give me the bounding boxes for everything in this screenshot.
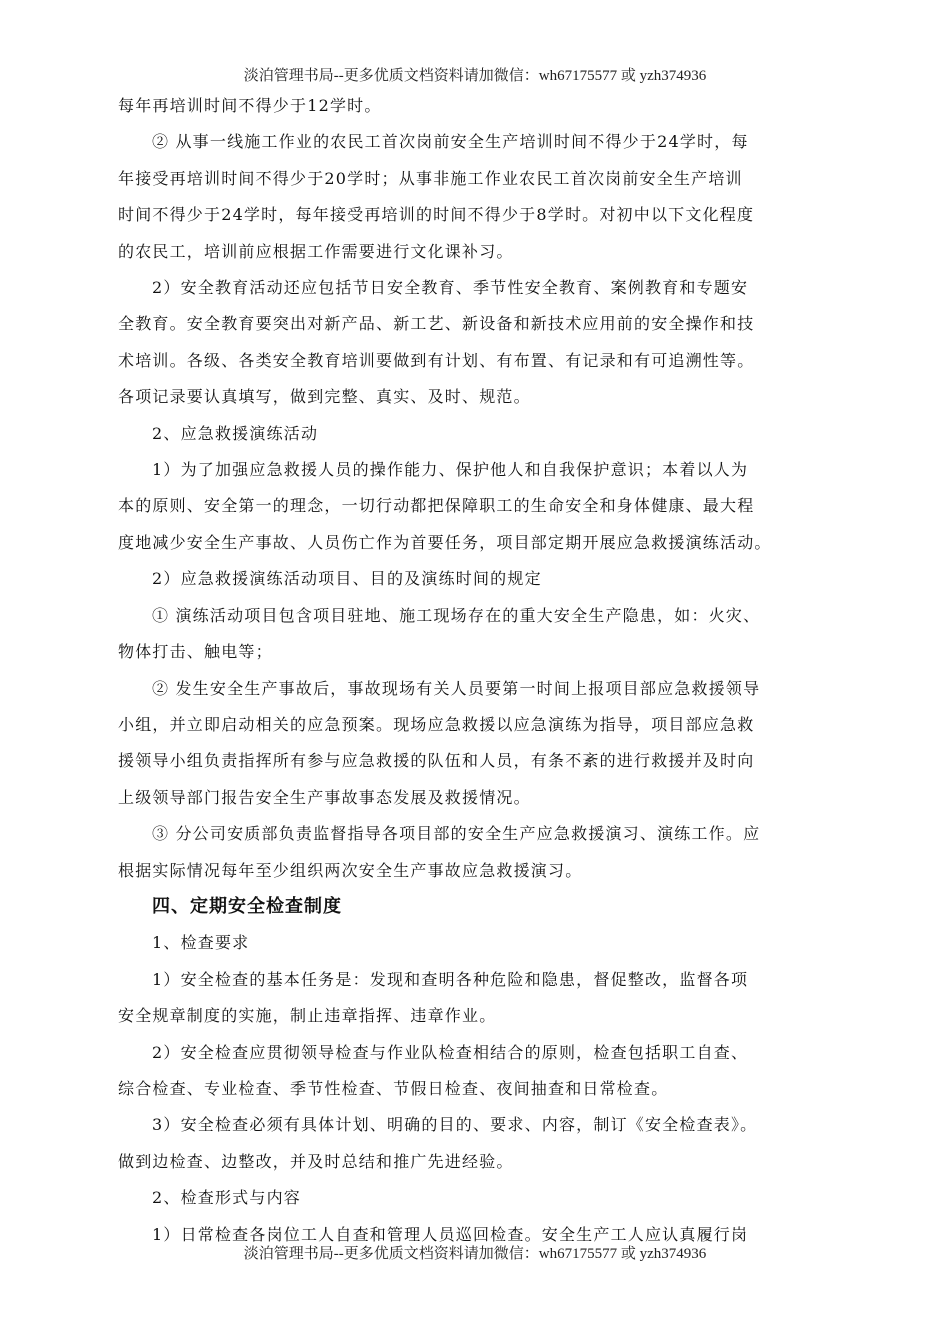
page-footer: 淡泊管理书局--更多优质文档资料请加微信：wh67175577 或 yzh374936 xyxy=(243,1246,707,1262)
text-line: 上级领导部门报告安全生产事故事态发展及救援情况。 xyxy=(118,787,531,807)
text-line: ① 演练活动项目包含项目驻地、施工现场存在的重大安全生产隐患，如：火灾、 xyxy=(152,605,761,625)
text-line: 安全规章制度的实施，制止违章指挥、违章作业。 xyxy=(118,1006,497,1026)
text-line: 每年再培训时间不得少于12学时。 xyxy=(118,96,382,115)
text-line: 1）安全检查的基本任务是：发现和查明各种危险和隐患，督促整改，监督各项 xyxy=(152,969,749,989)
text-line: 物体打击、触电等； xyxy=(118,642,273,662)
text-line: 小组，并立即启动相关的应急预案。现场应急救援以应急演练为指导，项目部应急救 xyxy=(118,714,755,734)
text-line: ③ 分公司安质部负责监督指导各项目部的安全生产应急救援演习、演练工作。应 xyxy=(152,824,761,844)
text-line: 本的原则、安全第一的理念，一切行动都把保障职工的生命安全和身体健康、最大程 xyxy=(118,496,755,516)
text-line: 时间不得少于24学时，每年接受再培训的时间不得少于8学时。对初中以下文化程度 xyxy=(118,205,755,225)
page-header: 淡泊管理书局--更多优质文档资料请加微信：wh67175577 或 yzh374936 xyxy=(243,68,707,84)
text-line: 根据实际情况每年至少组织两次安全生产事故应急救援演习。 xyxy=(118,860,583,880)
text-line: 各项记录要认真填写，做到完整、真实、及时、规范。 xyxy=(118,387,531,407)
text-line: 综合检查、专业检查、季节性检查、节假日检查、夜间抽查和日常检查。 xyxy=(118,1078,669,1098)
text-line: 1）为了加强应急救援人员的操作能力、保护他人和自我保护意识；本着以人为 xyxy=(152,460,749,480)
text-line: 的农民工，培训前应根据工作需要进行文化课补习。 xyxy=(118,241,514,261)
text-line: ② 发生安全生产事故后，事故现场有关人员要第一时间上报项目部应急救援领导 xyxy=(152,678,761,698)
text-line: 做到边检查、边整改，并及时总结和推广先进经验。 xyxy=(118,1151,514,1171)
text-line: 2）安全教育活动还应包括节日安全教育、季节性安全教育、案例教育和专题安 xyxy=(152,278,749,298)
section-heading: 四、定期安全检查制度 xyxy=(152,895,342,917)
text-line: 援领导小组负责指挥所有参与应急救援的队伍和人员，有条不紊的进行救援并及时向 xyxy=(118,751,755,771)
text-line: 3）安全检查必须有具体计划、明确的目的、要求、内容，制订《安全检查表》。 xyxy=(152,1115,758,1135)
text-line: 2）应急救援演练活动项目、目的及演练时间的规定 xyxy=(152,569,542,589)
text-line: 度地减少安全生产事故、人员伤亡作为首要任务，项目部定期开展应急救援演练活动。 xyxy=(118,532,772,552)
document-body xyxy=(118,88,833,1253)
text-line: ② 从事一线施工作业的农民工首次岗前安全生产培训时间不得少于24学时，每 xyxy=(152,132,749,152)
text-line: 2、检查形式与内容 xyxy=(152,1188,301,1208)
text-line: 2、应急救援演练活动 xyxy=(152,423,319,443)
text-line: 全教育。安全教育要突出对新产品、新工艺、新设备和新技术应用前的安全操作和技 xyxy=(118,314,755,334)
text-line: 1、检查要求 xyxy=(152,933,250,953)
text-line: 术培训。各级、各类安全教育培训要做到有计划、有布置、有记录和有可追溯性等。 xyxy=(118,350,755,370)
text-line: 1）日常检查各岗位工人自查和管理人员巡回检查。安全生产工人应认真履行岗 xyxy=(152,1224,749,1244)
text-line: 2）安全检查应贯彻领导检查与作业队检查相结合的原则，检查包括职工自查、 xyxy=(152,1042,749,1062)
text-line: 年接受再培训时间不得少于20学时；从事非施工作业农民工首次岗前安全生产培训 xyxy=(118,168,743,188)
